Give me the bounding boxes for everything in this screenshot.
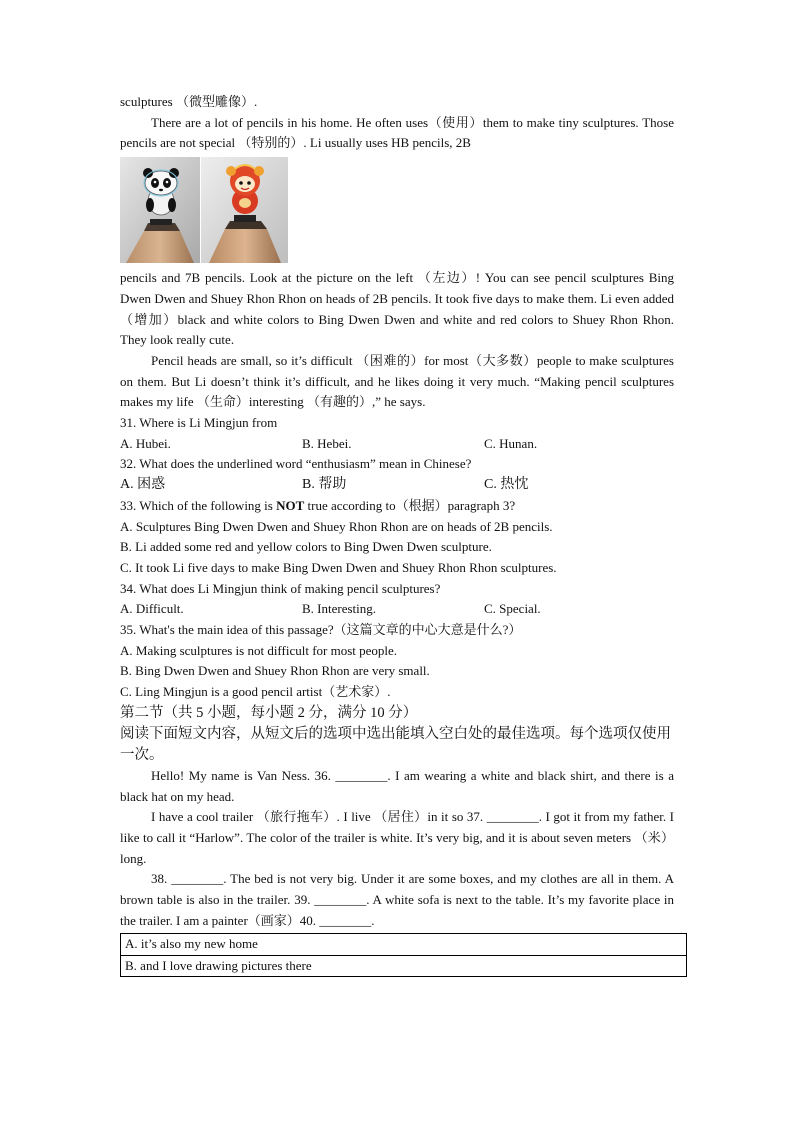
options-31 (120, 434, 674, 455)
option-b: B. Hebei. (302, 435, 352, 451)
section-instructions: 阅读下面短文内容，从短文后的选项中选出能填入空白处的最佳选项。每个选项仅使用一次。 (120, 725, 671, 763)
text-line: sculptures （微型雕像）. (120, 94, 258, 109)
document-page (120, 92, 674, 977)
question-35: 35. What's the main idea of this passage?（这篇文章的中心大意是什么?） (120, 622, 522, 638)
option-a: A. 困惑 (120, 477, 166, 493)
option-a: A. Hubei. (120, 435, 171, 451)
option-b: B. 帮助 (302, 477, 347, 493)
question-33-post: true according to（根据）paragraph 3? (304, 497, 516, 513)
question-34: 34. What does Li Mingjun think of making pencil sculptures? (120, 580, 441, 596)
options-34 (120, 599, 674, 620)
paragraph: 38. ________. The bed is not very big. Under it are some boxes, and my clothes are all in them. A brown table is also in the trailer. 39. ________. A white sofa is next to the table. It’s my favorite place in the trailer. I am a painter（画家）40. ________. (120, 871, 674, 928)
question-31: 31. Where is Li Mingjun from (120, 415, 278, 431)
option-c: C. Special. (484, 601, 541, 617)
answer-option-a: A. it’s also my new home (125, 936, 258, 952)
paragraph: There are a lot of pencils in his home. He often uses（使用）them to make tiny sculptures. Those pencils are not special （特别的）. Li usually uses HB pencils, 2B (120, 114, 674, 151)
option-c: C. 热忱 (484, 477, 529, 493)
question-33-not: NOT (276, 497, 305, 513)
option-a: A. Making sculptures is not difficult for most people. (120, 642, 398, 658)
shuey-rhon-rhon-sculpture-image (201, 157, 288, 263)
question-33 (120, 496, 674, 517)
option-c: C. Ling Mingjun is a good pencil artist（艺术家）. (120, 684, 391, 700)
option-a: A. Sculptures Bing Dwen Dwen and Shuey Rhon Rhon are on heads of 2B pencils. (120, 518, 553, 534)
paragraph: Pencil heads are small, so it’s difficult （困难的）for most（大多数）people to make sculptures on them. But Li doesn’t think it’s difficult, and he likes doing it very much. “Making pencil sculptures makes my life （生命）interesting （有趣的）,” he says. (120, 352, 674, 410)
option-c: C. It took Li five days to make Bing Dwen Dwen and Shuey Rhon Rhon sculptures. (120, 559, 557, 575)
option-b: B. Bing Dwen Dwen and Shuey Rhon Rhon are very small. (120, 663, 430, 679)
option-a: A. Difficult. (120, 601, 184, 617)
option-b: B. Li added some red and yellow colors to Bing Dwen Dwen sculpture. (120, 539, 492, 555)
option-b: B. Interesting. (302, 601, 377, 617)
options-32 (120, 475, 674, 496)
paragraph: Hello! My name is Van Ness. 36. ________. I am wearing a white and black shirt, and there is a black hat on my head. (120, 767, 674, 804)
answer-option-b: B. and I love drawing pictures there (121, 955, 686, 977)
paragraph: pencils and 7B pencils. Look at the picture on the left （左边）! You can see pencil sculptures Bing Dwen Dwen and Shuey Rhon Rhon on heads of 2B pencils. It took five days to make them. Li even added（增加）black and white colors to Bing Dwen Dwen and white and red colors to Shuey Rhon Rhon. They look really cute. (120, 270, 674, 348)
panda-sculpture-image (120, 157, 200, 263)
question-33-pre: 33. Which of the following is (120, 497, 277, 513)
answer-options-box (120, 933, 687, 977)
paragraph: I have a cool trailer （旅行拖车）. I live （居住）in it so 37. ________. I got it from my father. I like to call it “Harlow”. The color of the trailer is white. It’s very big, and it is about seven meters （米）long. (120, 809, 674, 866)
option-c: C. Hunan. (484, 435, 538, 451)
section-title: 第二节（共 5 小题，每小题 2 分，满分 10 分） (120, 704, 418, 721)
question-32: 32. What does the underlined word “enthusiasm” mean in Chinese? (120, 456, 472, 472)
image-row (120, 157, 674, 265)
